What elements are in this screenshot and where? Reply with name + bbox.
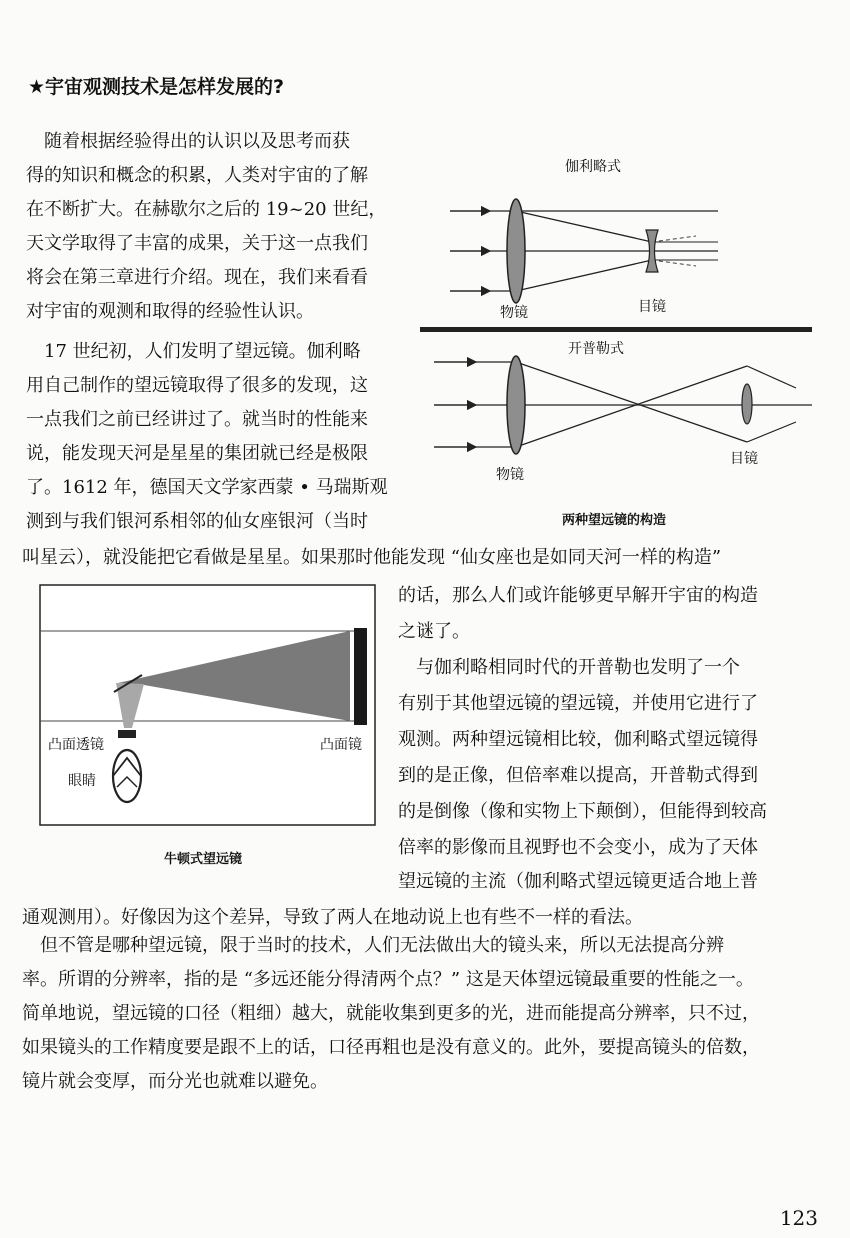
text-line: 一点我们之前已经讲过了。就当时的性能来 bbox=[26, 409, 368, 430]
text-line: 用自己制作的望远镜取得了很多的发现，这 bbox=[26, 375, 368, 396]
text-line: 天文学取得了丰富的成果，关于这一点我们 bbox=[26, 233, 368, 254]
text-line: 在不断扩大。在赫歇尔之后的 19~20 世纪， bbox=[26, 199, 387, 220]
keplerian-objective-label: 物镜 bbox=[496, 467, 524, 483]
convex-lens-label: 凸面透镜 bbox=[48, 737, 104, 753]
text-line: 的话，那么人们或许能够更早解开宇宙的构造 bbox=[398, 585, 758, 606]
keplerian-objective-lens bbox=[507, 356, 525, 454]
text-line: 与伽利略相同时代的开普勒也发明了一个 bbox=[398, 657, 740, 678]
galilean-title: 伽利略式 bbox=[565, 159, 621, 175]
keplerian-eyepiece-label: 目镜 bbox=[730, 451, 758, 467]
eye-label: 眼睛 bbox=[68, 773, 96, 789]
text-line: 随着根据经验得出的认识以及思考而获 bbox=[26, 131, 350, 152]
text-line: 率。所谓的分辨率，指的是 “多远还能分得清两个点？” 这是天体望远镜最重要的性能之一。 bbox=[22, 969, 754, 990]
keplerian-eyepiece-lens bbox=[742, 384, 752, 424]
figure-caption: 两种望远镜的构造 bbox=[562, 513, 667, 528]
galilean-objective-label: 物镜 bbox=[500, 305, 528, 321]
text-line: 说，能发现天河是星星的集团就已经是极限 bbox=[26, 443, 368, 464]
telescope-diagrams bbox=[420, 150, 820, 500]
text-line: 简单地说，望远镜的口径（粗细）越大，就能收集到更多的光，进而能提高分辨率，只不过， bbox=[22, 1003, 760, 1024]
page-number: 123 bbox=[779, 1206, 818, 1230]
newtonian-telescope-figure bbox=[30, 580, 380, 880]
text-line: 测到与我们银河系相邻的仙女座银河（当时 bbox=[26, 511, 368, 532]
text-line: 的是倒像（像和实物上下颠倒），但能得到较高 bbox=[398, 801, 767, 822]
keplerian-title: 开普勒式 bbox=[568, 341, 624, 357]
newtonian-diagram bbox=[30, 580, 380, 830]
text-line: 望远镜的主流（伽利略式望远镜更适合地上普 bbox=[398, 871, 758, 892]
text-line: 对宇宙的观测和取得的经验性认识。 bbox=[26, 301, 314, 322]
galilean-diagram bbox=[450, 199, 718, 303]
text-line: 如果镜头的工作精度要是跟不上的话，口径再粗也是没有意义的。此外，要提高镜头的倍数， bbox=[22, 1037, 760, 1058]
primary-mirror bbox=[354, 628, 367, 725]
text-line: 了。1612 年，德国天文学家西蒙 • 马瑞斯观 bbox=[26, 477, 388, 498]
eyepiece-lens bbox=[118, 730, 136, 738]
text-line: 17 世纪初，人们发明了望远镜。伽利略 bbox=[26, 341, 361, 362]
figure-divider bbox=[420, 327, 812, 332]
text-line: 有别于其他望远镜的望远镜，并使用它进行了 bbox=[398, 693, 758, 714]
text-line: 叫星云），就没能把它看做是星星。如果那时他能发现 “仙女座也是如同天河一样的构造” bbox=[22, 547, 722, 568]
text-line: 观测。两种望远镜相比较，伽利略式望远镜得 bbox=[398, 729, 758, 750]
galilean-eyepiece-label: 目镜 bbox=[638, 299, 666, 315]
text-line: 将会在第三章进行介绍。现在，我们来看看 bbox=[26, 267, 368, 288]
text-line: 但不管是哪种望远镜，限于当时的技术，人们无法做出大的镜头来，所以无法提高分辨 bbox=[22, 935, 724, 956]
text-line: 到的是正像，但倍率难以提高，开普勒式得到 bbox=[398, 765, 758, 786]
text-line: 通观测用）。好像因为这个差异，导致了两人在地动说上也有些不一样的看法。 bbox=[22, 907, 643, 928]
text-line: 之谜了。 bbox=[398, 621, 470, 642]
galilean-objective-lens bbox=[507, 199, 525, 303]
text-line: 倍率的影像而且视野也不会变小，成为了天体 bbox=[398, 837, 758, 858]
telescope-structures-figure bbox=[420, 150, 820, 530]
text-line: 得的知识和概念的积累，人类对宇宙的了解 bbox=[26, 165, 368, 186]
keplerian-diagram bbox=[434, 356, 812, 454]
convex-mirror-label: 凸面镜 bbox=[320, 737, 362, 753]
figure-caption: 牛顿式望远镜 bbox=[164, 852, 243, 867]
text-line: 镜片就会变厚，而分光也就难以避免。 bbox=[22, 1071, 328, 1092]
section-heading: ★宇宙观测技术是怎样发展的? bbox=[28, 76, 285, 98]
